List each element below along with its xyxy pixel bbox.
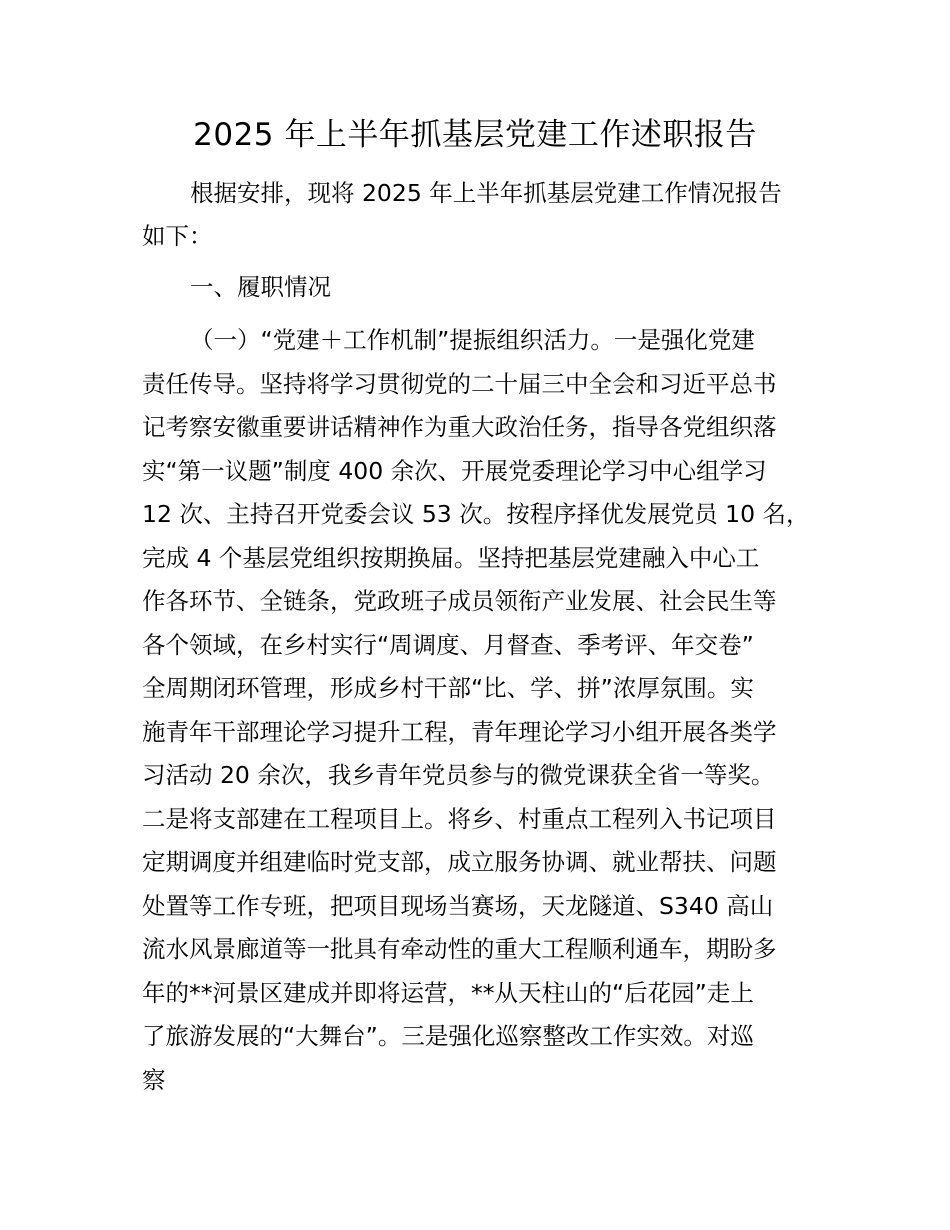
body-line: 察 — [142, 1066, 166, 1094]
section-heading: 一、履职情况 — [190, 273, 331, 301]
body-line: 二是将支部建在工程项目上。将乡、村重点工程列入书记项目 — [142, 805, 777, 833]
body-line: 作各环节、全链条，党政班子成员领衔产业发展、社会民生等 — [142, 587, 777, 615]
body-line: 责任传导。坚持将学习贯彻党的二十届三中全会和习近平总书 — [142, 370, 777, 398]
body-line: 完成 4 个基层党组织按期换届。坚持把基层党建融入中心工 — [142, 544, 760, 572]
body-line: 处置等工作专班，把项目现场当赛场，天龙隧道、S340 高山 — [142, 892, 774, 920]
document-title: 2025 年上半年抓基层党建工作述职报告 — [193, 117, 757, 153]
body-line: 施青年干部理论学习提升工程，青年理论学习小组开展各类学 — [142, 718, 777, 746]
body-line: 年的**河景区建成并即将运营，**从天柱山的“后花园”走上 — [142, 979, 754, 1007]
body-line: 实“第一议题”制度 400 余次、开展党委理论学习中心组学习 — [142, 457, 767, 485]
body-line: 记考察安徽重要讲话精神作为重大政治任务，指导各党组织落 — [142, 413, 777, 441]
body-line: 各个领域，在乡村实行“周调度、月督查、季考评、年交卷” — [142, 631, 754, 659]
intro-line: 如下： — [142, 222, 213, 250]
body-line: 12 次、主持召开党委会议 53 次。按程序择优发展党员 10 名， — [142, 500, 810, 528]
body-line: 定期调度并组建临时党支部，成立服务协调、就业帮扶、问题 — [142, 848, 777, 876]
body-line: 全周期闭环管理，形成乡村干部“比、学、拼”浓厚氛围。实 — [142, 674, 754, 702]
intro-line: 根据安排，现将 2025 年上半年抓基层党建工作情况报告 — [190, 179, 782, 207]
body-line: 了旅游发展的“大舞台”。三是强化巡察整改工作实效。对巡 — [142, 1022, 754, 1050]
body-line: 习活动 20 余次，我乡青年党员参与的微党课获全省一等奖。 — [142, 761, 775, 789]
body-line: （一）“党建＋工作机制”提振组织活力。一是强化党建 — [190, 326, 755, 354]
body-line: 流水风景廊道等一批具有牵动性的重大工程顺利通车，期盼多 — [142, 935, 777, 963]
